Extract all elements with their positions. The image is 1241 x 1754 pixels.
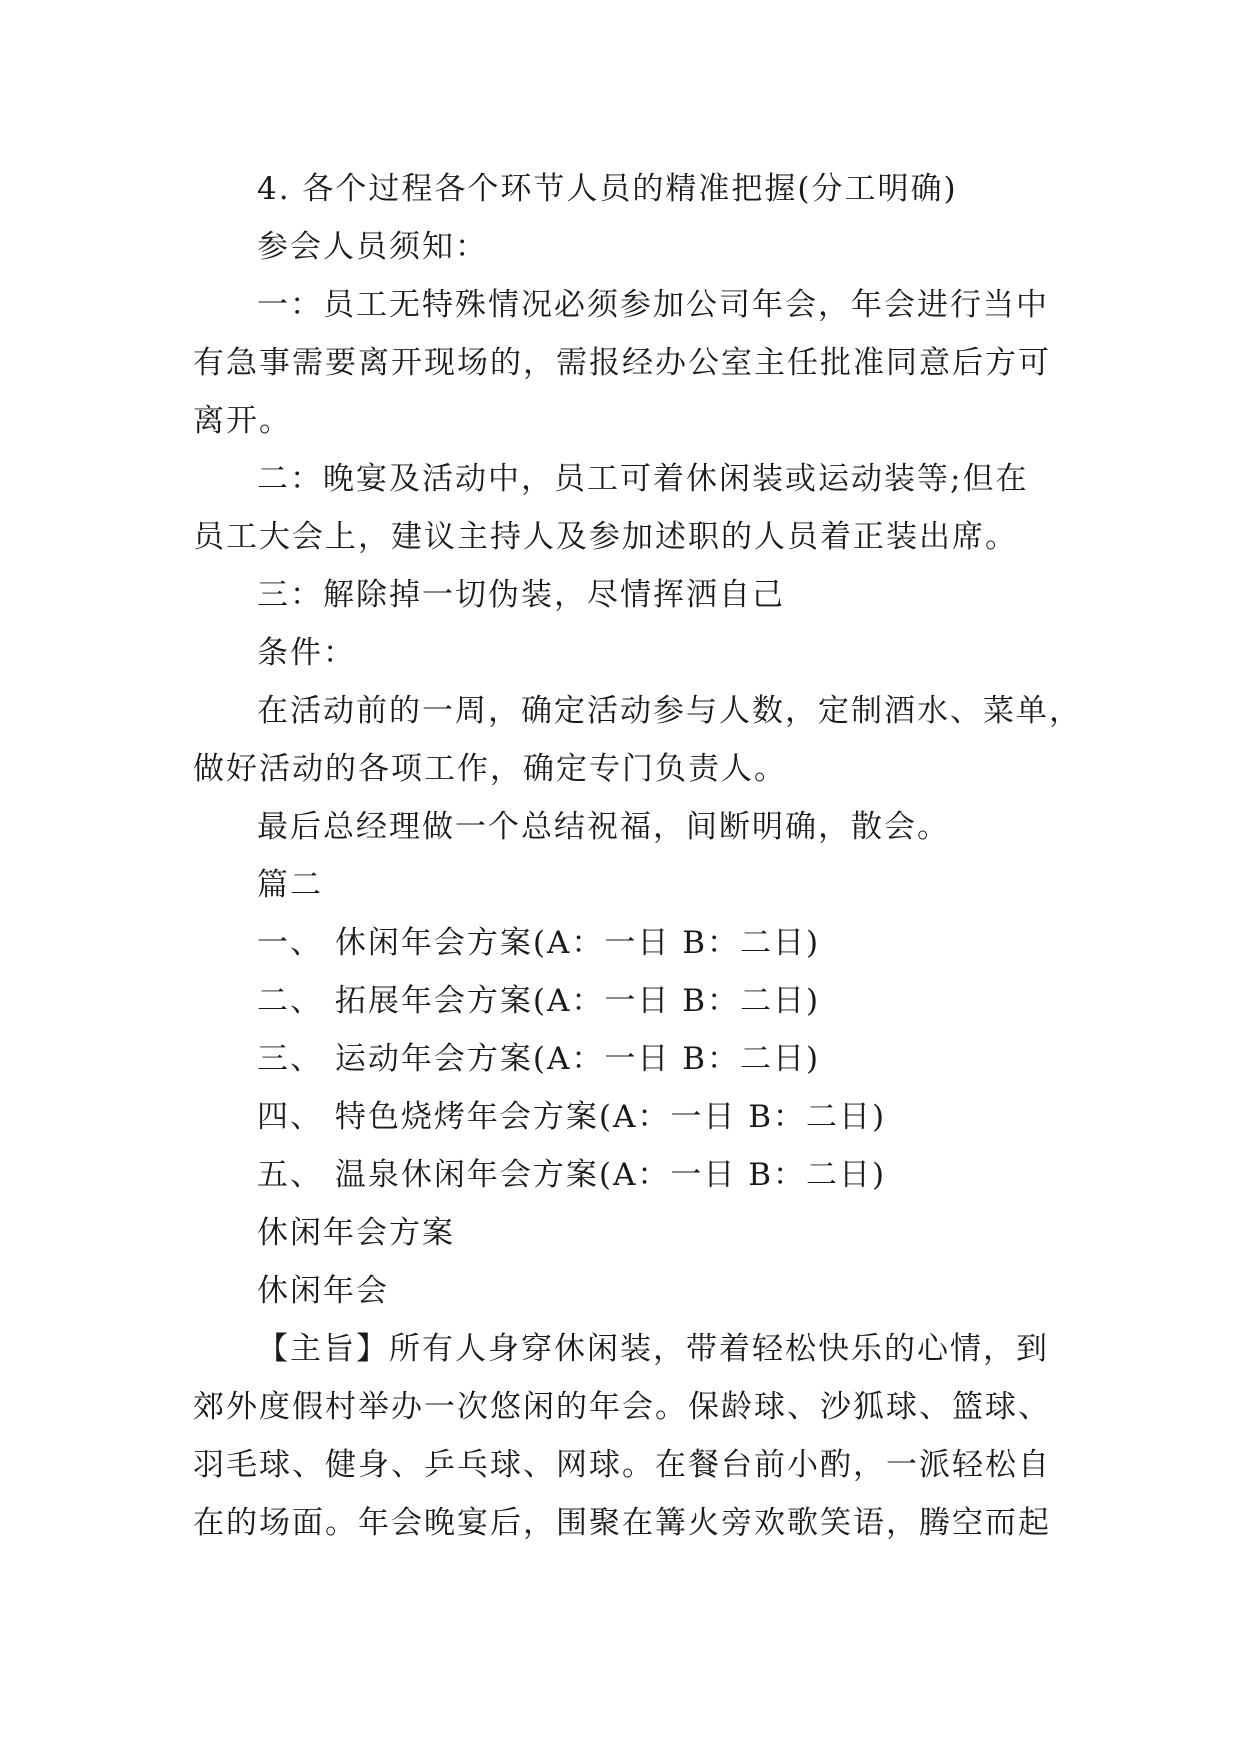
text-line: 在的场面。年会晚宴后，围聚在篝火旁欢歌笑语，腾空而起 <box>193 1505 1051 1541</box>
list-item: 二、 拓展年会方案(A：一日 B：二日) <box>257 983 821 1019</box>
list-item: 三、 运动年会方案(A：一日 B：二日) <box>257 1041 821 1077</box>
document-body <box>193 160 1082 1552</box>
section-subheading: 休闲年会 <box>257 1273 389 1309</box>
text-line: 三：解除掉一切伪装，尽情挥洒自己 <box>257 577 785 613</box>
section-heading: 篇二 <box>257 867 323 903</box>
list-item: 一、 休闲年会方案(A：一日 B：二日) <box>257 925 821 961</box>
text-line: 参会人员须知： <box>257 229 488 265</box>
text-line: 员工大会上，建议主持人及参加述职的人员着正装出席。 <box>193 519 1018 555</box>
text-line: 离开。 <box>193 403 292 439</box>
text-line: 最后总经理做一个总结祝福，间断明确，散会。 <box>257 809 950 845</box>
list-item: 五、 温泉休闲年会方案(A：一日 B：二日) <box>257 1157 887 1193</box>
text-line: 有急事需要离开现场的，需报经办公室主任批准同意后方可 <box>193 345 1051 381</box>
text-line: 4. 各个过程各个环节人员的精准把握(分工明确) <box>257 171 958 207</box>
text-line: 【主旨】所有人身穿休闲装，带着轻松快乐的心情，到 <box>257 1331 1049 1367</box>
text-line: 一：员工无特殊情况必须参加公司年会，年会进行当中 <box>257 287 1049 323</box>
list-item: 四、 特色烧烤年会方案(A：一日 B：二日) <box>257 1099 887 1135</box>
text-line: 郊外度假村举办一次悠闲的年会。保龄球、沙狐球、篮球、 <box>193 1389 1051 1425</box>
text-line: 在活动前的一周，确定活动参与人数，定制酒水、菜单， <box>257 693 1082 729</box>
text-line: 做好活动的各项工作，确定专门负责人。 <box>193 751 787 787</box>
section-heading: 休闲年会方案 <box>257 1215 455 1251</box>
text-line: 羽毛球、健身、乒乓球、网球。在餐台前小酌，一派轻松自 <box>193 1447 1051 1483</box>
text-line: 二：晚宴及活动中，员工可着休闲装或运动装等;但在 <box>257 461 1029 497</box>
text-line: 条件： <box>257 635 356 671</box>
